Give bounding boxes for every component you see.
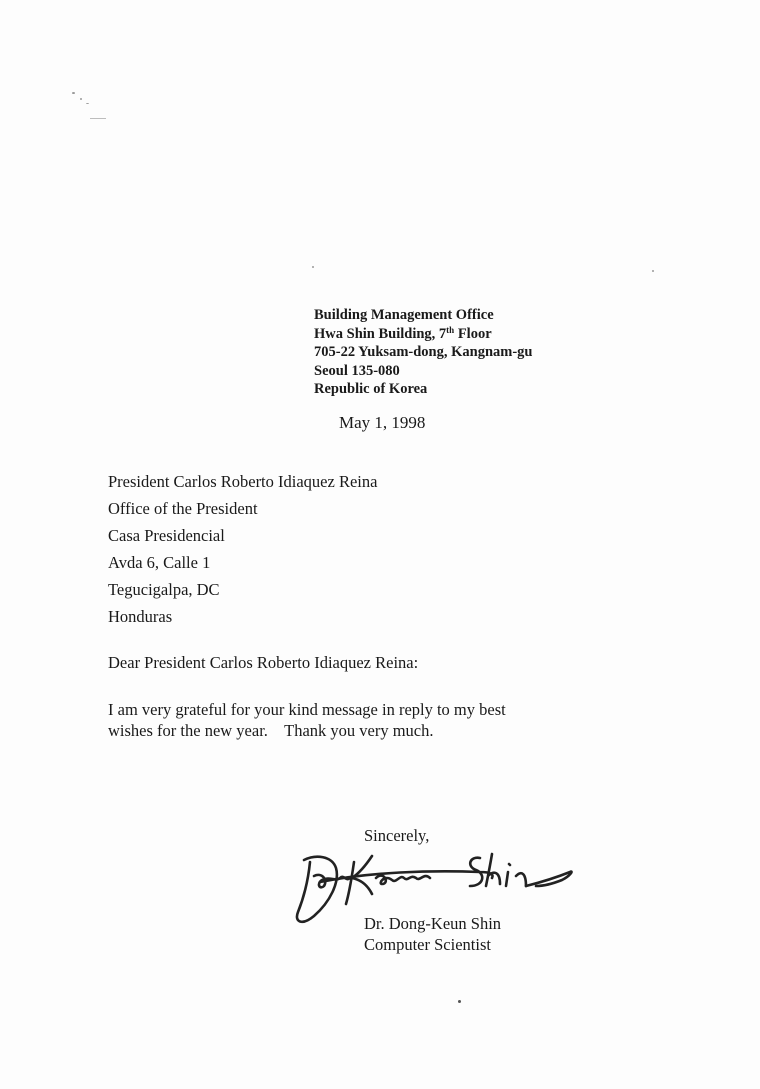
body-line: I am very grateful for your kind message in reply to my best xyxy=(108,700,506,719)
closing: Sincerely, xyxy=(364,826,430,845)
recipient-line: Office of the President xyxy=(108,499,258,518)
recipient-line: Casa Presidencial xyxy=(108,526,225,545)
signer-block xyxy=(364,913,501,955)
recipient-line: Tegucigalpa, DC xyxy=(108,580,220,599)
sender-building-suffix: Floor xyxy=(454,325,492,342)
sender-line-city: Seoul 135-080 xyxy=(314,362,400,379)
scan-speck xyxy=(652,270,654,272)
sender-line-office: Building Management Office xyxy=(314,307,494,323)
sender-address xyxy=(314,306,533,399)
signer-title: Computer Scientist xyxy=(364,935,491,954)
scan-speck xyxy=(86,103,89,104)
sender-floor-ordinal: th xyxy=(446,324,455,335)
scan-speck xyxy=(80,98,82,100)
scan-speck xyxy=(72,92,75,94)
sender-building-prefix: Hwa Shin Building, 7 xyxy=(314,325,447,342)
sender-line-building xyxy=(314,325,533,344)
scan-speck xyxy=(458,1000,461,1003)
salutation: Dear President Carlos Roberto Idiaquez Reina: xyxy=(108,653,419,672)
recipient-line: President Carlos Roberto Idiaquez Reina xyxy=(108,472,378,491)
letter-date: May 1, 1998 xyxy=(339,413,426,432)
body-line: wishes for the new year. Thank you very much. xyxy=(108,721,434,740)
recipient-line: Honduras xyxy=(108,607,173,626)
signer-name: Dr. Dong-Keun Shin xyxy=(364,914,502,933)
letter-body xyxy=(108,699,578,741)
recipient-address xyxy=(108,468,377,630)
scan-speck xyxy=(312,266,314,268)
recipient-line: Avda 6, Calle 1 xyxy=(108,553,211,572)
sender-line-country: Republic of Korea xyxy=(314,381,428,397)
sender-line-street: 705-22 Yuksam-dong, Kangnam-gu xyxy=(314,344,533,360)
scan-speck xyxy=(90,118,106,119)
